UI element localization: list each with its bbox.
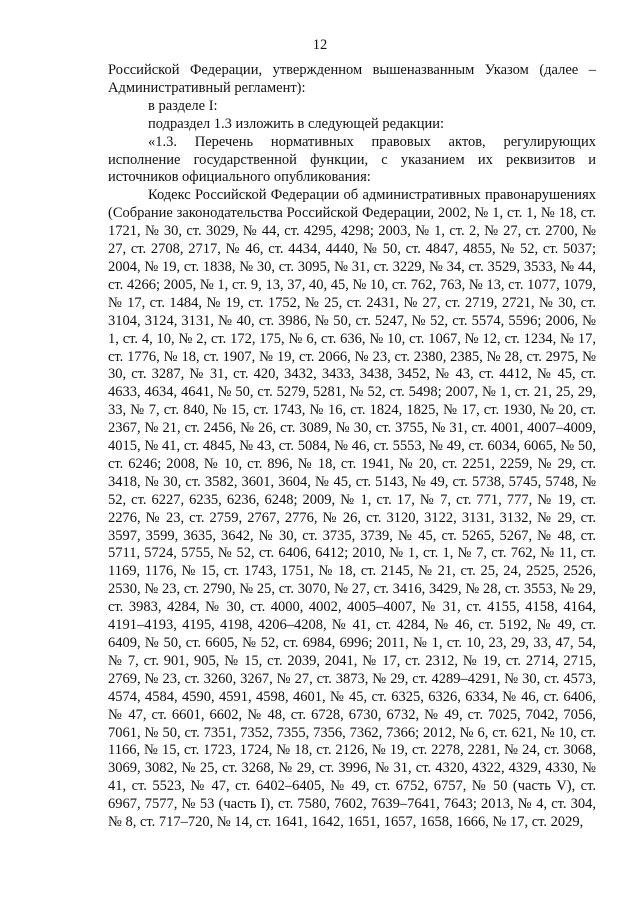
paragraph-heading-1-3: «1.3. Перечень нормативных правовых актов, регулирующих исполнение государственной функции, с указанием их реквизитов и источников официального опубликования:: [108, 133, 596, 186]
paragraph-koap-citation: Кодекс Российской Федерации об административных правонарушениях (Собрание законодательства Российской Федерации, 2002, № 1, ст. 1, № 18, ст. 1721, № 30, ст. 3029, № 44, ст. 4295, 4298; 2003, № 1, ст. 2, № 27, ст. 2700, № 27, ст. 2708, 2717, № 46, ст. 4434, 4440, № 50, ст. 4847, 4855, № 52, ст. 5037; 2004, № 19, ст. 1838, № 30, ст. 3095, № 31, ст. 3229, № 34, ст. 3529, 3533, № 44, ст. 4266; 2005, № 1, ст. 9, 13, 37, 40, 45, № 10, ст. 762, 763, № 13, ст. 1077, 1079, № 17, ст. 1484, № 19, ст. 1752, № 25, ст. 2431, № 27, ст. 2719, 2721, № 30, ст. 3104, 3124, 3131, № 40, ст. 3986, № 50, ст. 5247, № 52, ст. 5574, 5596; 2006, № 1, ст. 4, 10, № 2, ст. 172, 175, № 6, ст. 636, № 10, ст. 1067, № 12, ст. 1234, № 17, ст. 1776, № 18, ст. 1907, № 19, ст. 2066, № 23, ст. 2380, 2385, № 28, ст. 2975, № 30, ст. 3287, № 31, ст. 420, 3432, 3433, 3438, 3452, № 43, ст. 4412, № 45, ст. 4633, 4634, 4641, № 50, ст. 5279, 5281, № 52, ст. 5498; 2007, № 1, ст. 21, 25, 29, 33, № 7, ст. 840, № 15, ст. 1743, № 16, ст. 1824, 1825, № 17, ст. 1930, № 20, ст. 2367, № 21, ст. 2456, № 26, ст. 3089, № 30, ст. 3755, № 31, ст. 4001, 4007–4009, 4015, № 41, ст. 4845, № 43, ст. 5084, № 46, ст. 5553, № 49, ст. 6034, 6065, № 50, ст. 6246; 2008, № 10, ст. 896, № 18, ст. 1941, № 20, ст. 2251, 2259, № 29, ст. 3418, № 30, ст. 3582, 3601, 3604, № 45, ст. 5143, № 49, ст. 5738, 5745, 5748, № 52, ст. 6227, 6235, 6236, 6248; 2009, № 1, ст. 17, № 7, ст. 771, 777, № 19, ст. 2276, № 23, ст. 2759, 2767, 2776, № 26, ст. 3120, 3122, 3131, 3132, № 29, ст. 3597, 3599, 3635, 3642, № 30, ст. 3735, 3739, № 45, ст. 5265, 5267, № 48, ст. 5711, 5724, 5755, № 52, ст. 6406, 6412; 2010, № 1, ст. 1, № 7, ст. 762, № 11, ст. 1169, 1176, № 15, ст. 1743, 1751, № 18, ст. 2145, № 21, ст. 25, 24, 2525, 2526, 2530, № 23, ст. 2790, № 25, ст. 3070, № 27, ст. 3416, 3429, № 28, ст. 3553, № 29, ст. 3983, 4284, № 30, ст. 4000, 4002, 4005–4007, № 31, ст. 4155, 4158, 4164, 4191–4193, 4195, 4198, 4206–4208, № 41, ст. 4284, № 46, ст. 5192, № 49, ст. 6409, № 50, ст. 6605, № 52, ст. 6984, 6996; 2011, № 1, ст. 10, 23, 29, 33, 47, 54, № 7, ст. 901, 905, № 15, ст. 2039, 2041, № 17, ст. 2312, № 19, ст. 2714, 2715, 2769, № 23, ст. 3260, 3267, № 27, ст. 3873, № 29, ст. 4289–4291, № 30, ст. 4573, 4574, 4584, 4590, 4591, 4598, 4601, № 45, ст. 6325, 6326, 6334, № 46, ст. 6406, № 47, ст. 6601, 6602, № 48, ст. 6728, 6730, 6732, № 49, ст. 7025, 7042, 7056, 7061, № 50, ст. 7351, 7352, 7355, 7356, 7362, 7366; 2012, № 6, ст. 621, № 10, ст. 1166, № 15, ст. 1723, 1724, № 18, ст. 2126, № 19, ст. 2278, 2281, № 24, ст. 3068, 3069, 3082, № 25, ст. 3268, № 29, ст. 3996, № 31, ст. 4320, 4322, 4329, 4330, № 41, ст. 5523, № 47, ст. 6402–6405, № 49, ст. 6752, 6757, № 50 (часть V), ст. 6967, 7577, № 53 (часть I), ст. 7580, 7602, 7639–7641, 7643; 2013, № 4, ст. 304, № 8, ст. 717–720, № 14, ст. 1641, 1642, 1651, 1657, 1658, 1666, № 17, ст. 2029,: [108, 187, 596, 831]
paragraph-section-ref: в разделе I:: [148, 97, 218, 114]
paragraph-subsection-ref: подраздел 1.3 изложить в следующей редакции:: [148, 115, 445, 132]
page-number: 12: [312, 37, 328, 53]
document-body: [108, 62, 596, 832]
paragraph-continuation: Российской Федерации, утвержденном вышеназванным Указом (далее – Административный регламент):: [108, 62, 596, 96]
